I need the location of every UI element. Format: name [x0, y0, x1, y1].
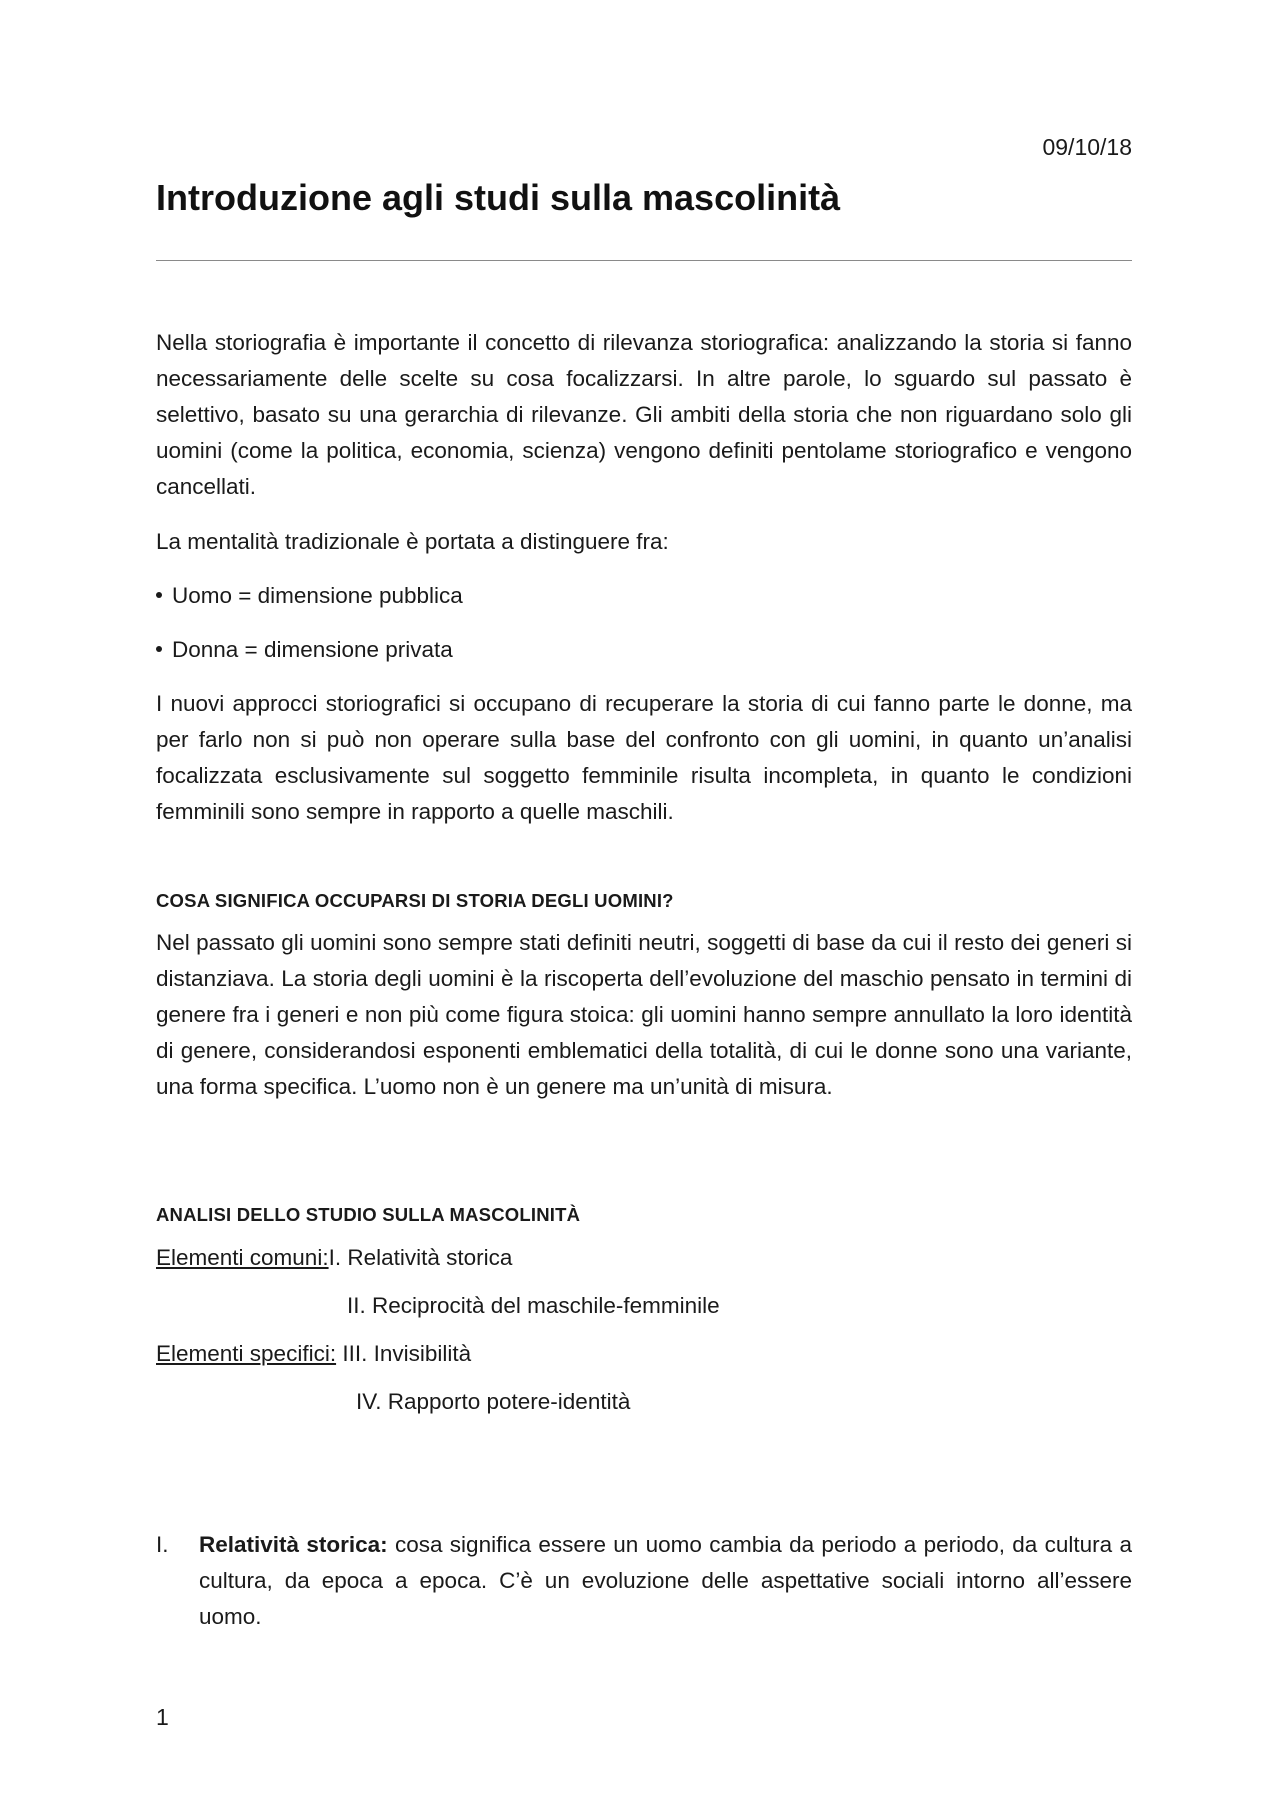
page-number: 1	[156, 1704, 169, 1730]
intro-paragraph-2: La mentalità tradizionale è portata a distinguere fra:	[156, 529, 669, 554]
section-paragraph-storia-uomini: Nel passato gli uomini sono sempre stati definiti neutri, soggetti di base da cui il resto dei generi si distanziava. La storia degli uomini è la riscoperta dell’evoluzione del maschio pensato in termini di genere fra i generi e non più come figura stoica: gli uomini hanno sempre annullato la loro identità di genere, considerandosi esponenti emblematici della totalità, di cui le donne sono una variante, una forma specifica. L’uomo non è un genere ma un’unità di misura.	[156, 930, 1132, 1099]
specific-elements-label: Elementi specifici:	[156, 1341, 337, 1366]
section-heading-storia-uomini: COSA SIGNIFICA OCCUPARSI DI STORIA DEGLI UOMINI?	[156, 890, 674, 911]
numbered-item-term: Relatività storica:	[199, 1532, 388, 1557]
bullet-text: Uomo = dimensione pubblica	[172, 583, 463, 608]
specific-elements-row-1	[156, 1338, 471, 1370]
common-element-item: II. Reciprocità del maschile-femminile	[347, 1293, 720, 1318]
common-elements-label: Elementi comuni:	[156, 1245, 329, 1270]
list-item	[156, 632, 453, 668]
common-elements-row-2	[347, 1290, 720, 1322]
document-date: 09/10/18	[1042, 134, 1132, 160]
intro-paragraph-3: I nuovi approcci storiografici si occupano di recuperare la storia di cui fanno parte le donne, ma per farlo non si può non operare sulla base del confronto con gli uomini, in quanto un’analisi focalizzata esclusivamente sul soggetto femminile risulta incompleta, in quanto le condizioni femminili sono sempre in rapporto a quelle maschili.	[156, 691, 1132, 824]
common-elements-row-1	[156, 1242, 512, 1274]
specific-element-item: III. Invisibilità	[342, 1341, 472, 1366]
specific-element-item: IV. Rapporto potere-identità	[356, 1389, 631, 1414]
numbered-item-text	[199, 1527, 1132, 1635]
numbered-item-body: cosa significa essere un uomo cambia da periodo a periodo, da cultura a cultura, da epoca a epoca. C’è un evoluzione delle aspettative sociali intorno all’essere uomo.	[199, 1532, 1132, 1629]
numbered-item-marker: I.	[156, 1532, 169, 1557]
document-page	[156, 0, 1132, 1811]
intro-paragraph-1: Nella storiografia è importante il concetto di rilevanza storiografica: analizzando la storia si fanno necessariamente delle scelte su cosa focalizzarsi. In altre parole, lo sguardo sul passato è selettivo, basato su una gerarchia di rilevanze. Gli ambiti della storia che non riguardano solo gli uomini (come la politica, economia, scienza) vengono definiti pentolame storiografico e vengono cancellati.	[156, 330, 1132, 499]
section-heading-analisi: ANALISI DELLO STUDIO SULLA MASCOLINITÀ	[156, 1204, 581, 1225]
title-divider	[156, 260, 1132, 261]
list-item	[156, 578, 463, 614]
page-title: Introduzione agli studi sulla mascolinità	[156, 177, 841, 218]
bullet-text: Donna = dimensione privata	[172, 637, 453, 662]
specific-elements-row-2	[356, 1386, 630, 1418]
bullet-icon	[156, 592, 162, 598]
common-element-item: I. Relatività storica	[328, 1245, 513, 1270]
bullet-icon	[156, 646, 162, 652]
